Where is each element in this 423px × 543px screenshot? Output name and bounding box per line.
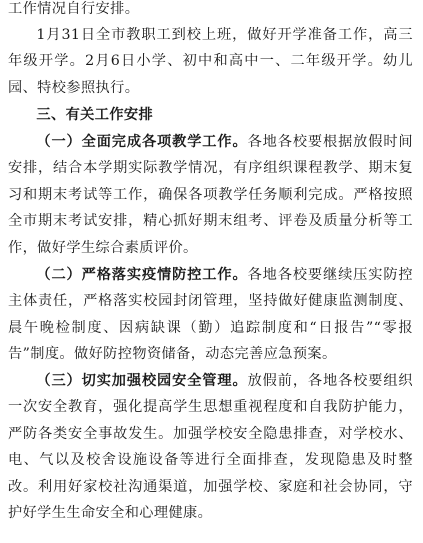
- item-3-lead: （三）切实加强校园安全管理。: [36, 373, 248, 389]
- item-2-lead: （二）严格落实疫情防控工作。: [36, 267, 248, 283]
- item-1-lead: （一）全面完成各项教学工作。: [36, 134, 248, 150]
- item-3-body: 放假前，各地各校要组织一次安全教育，强化提高学生思想重视程度和自我防护能力，严防各类安全事故发生。加强学校安全隐患排查，对学校水、电、气以及校舍设施设备等进行全面排查，发现隐患及时整改。利用好家校社沟通渠道，加强学校、家庭和社会协同，守护好学生生命安全和心理健康。: [8, 373, 413, 522]
- text-schedule: 1月31日全市教职工到校上班，做好开学准备工作，高三年级开学。2月6日小学、初中和高中一、二年级开学。幼儿园、特校参照执行。: [8, 27, 413, 96]
- section-heading: [8, 102, 413, 128]
- paragraph-item-2: [8, 262, 413, 368]
- paragraph-previous-continuation: [8, 0, 413, 22]
- item-1-body: 各地各校要根据放假时间安排，结合本学期实际教学情况，有序组织课程教学、期末复习和期末考试等工作，确保各项教学任务顺利完成。严格按照全市期末考试安排，精心抓好期末组考、评卷及质量分析等工作，做好学生综合素质评价。: [8, 134, 413, 256]
- paragraph-item-1: [8, 129, 413, 261]
- item-2-body: 各地各校要继续压实防控主体责任，严格落实校园封闭管理，坚持做好健康监测制度、晨午晚检制度、因病缺课（勤）追踪制度和“日报告”“零报告”制度。做好防控物资储备，动态完善应急预案。: [8, 267, 413, 363]
- text-previous-continuation: 工作情况自行安排。: [8, 1, 140, 17]
- paragraph-schedule: [8, 22, 413, 101]
- section-heading-text: 三、有关工作安排: [36, 107, 154, 123]
- paragraph-item-3: [8, 368, 413, 526]
